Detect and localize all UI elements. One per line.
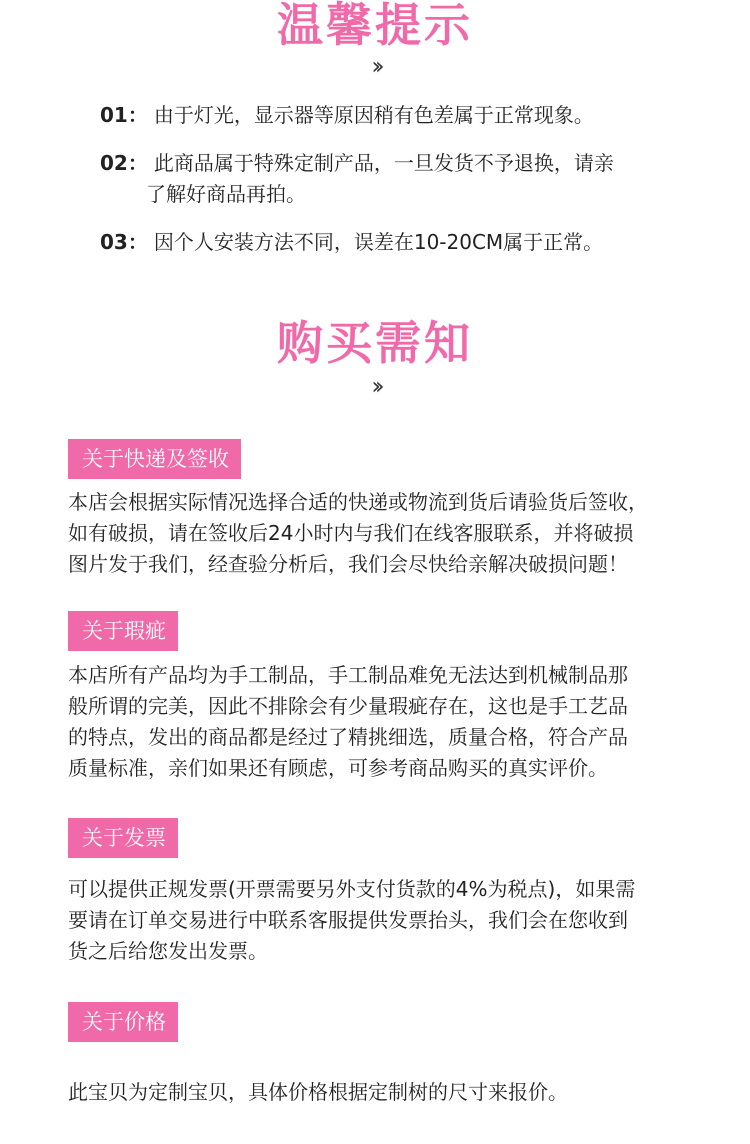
body-line: 般所谓的完美，因此不排除会有少量瑕疵存在，这也是手工艺品 — [68, 694, 628, 718]
chevron-down-icon: ›› — [371, 52, 379, 80]
tip-number: 03： — [100, 230, 148, 254]
section-badge-invoice: 关于发票 — [68, 818, 178, 858]
tip-item-2 — [100, 148, 700, 210]
body-line: 的特点，发出的商品都是经过了精挑细选，质量合格，符合产品 — [68, 725, 628, 749]
purchase-title: 购买需知 — [277, 316, 473, 370]
section-body-invoice — [68, 874, 698, 967]
tip-text: 由于灯光，显示器等原因稍有色差属于正常现象。 — [153, 103, 594, 127]
section-badge-flaws: 关于瑕疵 — [68, 611, 178, 651]
section-body-shipping — [68, 487, 698, 580]
body-line: 图片发于我们，经查验分析后，我们会尽快给亲解决破损问题！ — [68, 552, 628, 576]
tips-title: 温馨提示 — [277, 0, 473, 52]
section-body-flaws — [68, 660, 698, 784]
body-line: 货之后给您发出发票。 — [68, 939, 268, 963]
tip-number: 01： — [100, 103, 148, 127]
tip-item-1 — [100, 100, 700, 131]
section-badge-shipping: 关于快递及签收 — [68, 439, 241, 479]
tip-text: 此商品属于特殊定制产品，一旦发货不予退换，请亲 — [153, 151, 614, 175]
section-body-price — [68, 1077, 698, 1108]
tip-text-continued: 了解好商品再拍。 — [146, 182, 306, 206]
tip-item-3 — [100, 227, 700, 258]
body-line: 本店会根据实际情况选择合适的快递或物流到货后请验货后签收， — [68, 490, 648, 514]
body-line: 此宝贝为定制宝贝，具体价格根据定制树的尺寸来报价。 — [68, 1080, 568, 1104]
body-line: 质量标准，亲们如果还有顾虑，可参考商品购买的真实评价。 — [68, 756, 608, 780]
tip-text: 因个人安装方法不同，误差在10-20CM属于正常。 — [153, 230, 604, 254]
body-line: 要请在订单交易进行中联系客服提供发票抬头，我们会在您收到 — [68, 908, 628, 932]
chevron-down-icon: ›› — [371, 372, 379, 400]
section-badge-price: 关于价格 — [68, 1002, 178, 1042]
body-line: 如有破损，请在签收后24小时内与我们在线客服联系，并将破损 — [68, 521, 634, 545]
body-line: 本店所有产品均为手工制品，手工制品难免无法达到机械制品那 — [68, 663, 628, 687]
tip-number: 02： — [100, 151, 148, 175]
body-line: 可以提供正规发票(开票需要另外支付货款的4%为税点)，如果需 — [68, 877, 636, 901]
